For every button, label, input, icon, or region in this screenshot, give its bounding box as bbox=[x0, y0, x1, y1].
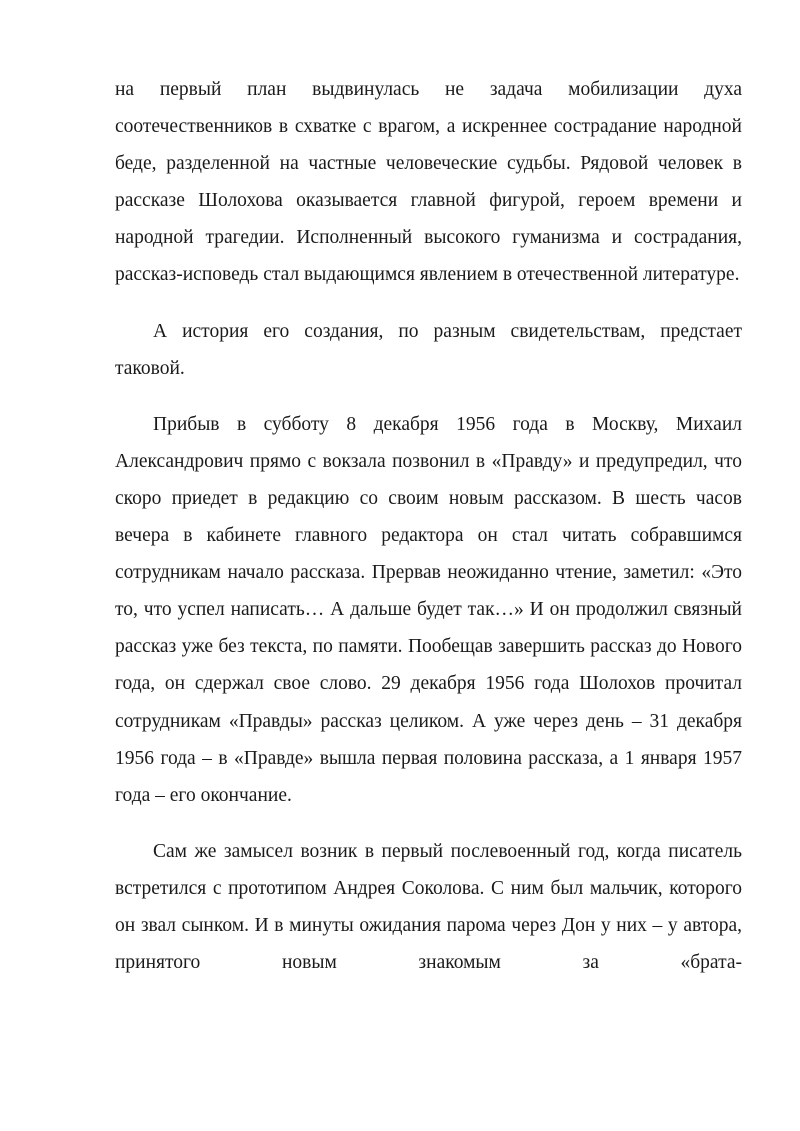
paragraph-pravda-story: Прибыв в субботу 8 декабря 1956 года в Москву, Михаил Александрович прямо с вокзала позвонил в «Правду» и предупредил, что скоро приедет в редакцию со своим новым рассказом. В шесть часов вечера в кабинете главного редактора он стал читать собравшимся сотрудникам начало рассказа. Прервав неожиданно чтение, заметил: «Это то, что успел написать… А дальше будет так…» И он продолжил связный рассказ уже без текста, по памяти. Пообещав завершить рассказ до Нового года, он сдержал свое слово. 29 декабря 1956 года Шолохов прочитал сотрудникам «Правды» рассказ целиком. А уже через день – 31 декабря 1956 года – в «Правде» вышла первая половина рассказа, а 1 января 1957 года – его окончание. bbox=[115, 413, 742, 806]
paragraph-history-intro: А история его создания, по разным свидетельствам, предстает таковой. bbox=[115, 320, 742, 379]
paragraph-idea-origin: Сам же замысел возник в первый послевоенный год, когда писатель встретился с прототипом Андрея Соколова. С ним был мальчик, которого он звал сынком. И в минуты ожидания парома через Дон у них – у автора, принятого новым знакомым за «брата- bbox=[115, 840, 742, 974]
paragraph-continuation: на первый план выдвинулась не задача мобилизации духа соотечественников в схватке с врагом, а искреннее сострадание народной беде, разделенной на частные человеческие судьбы. Рядовой человек в рассказе Шолохова оказывается главной фигурой, героем времени и народной трагедии. Исполненный высокого гуманизма и сострадания, рассказ-исповедь стал выдающимся явлением в отечественной литературе. bbox=[115, 79, 742, 286]
body-text bbox=[115, 71, 742, 981]
